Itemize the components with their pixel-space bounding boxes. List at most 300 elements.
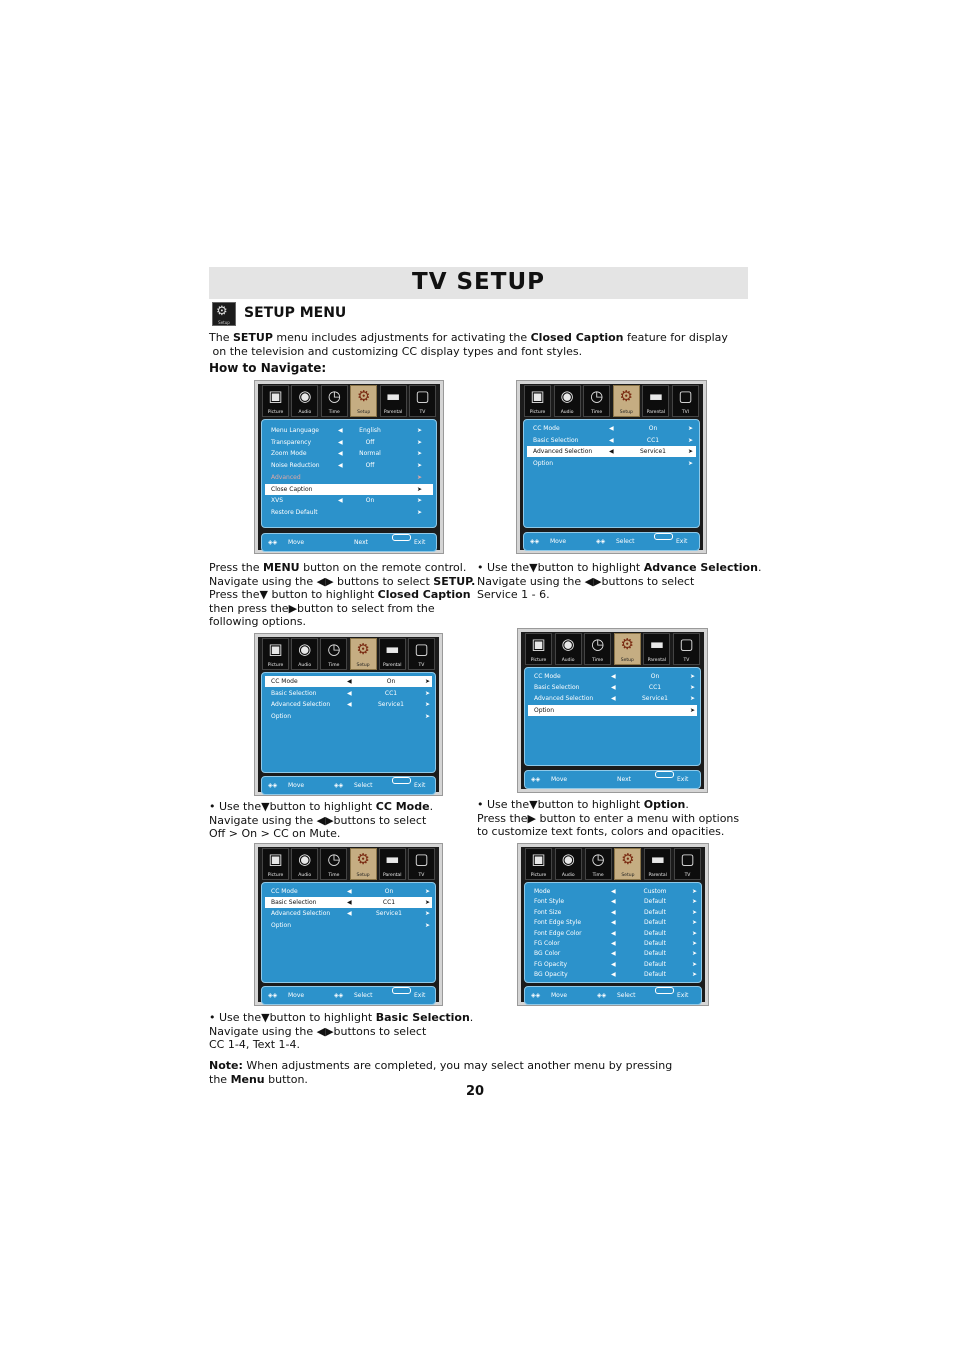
left-arrow-icon[interactable]: ◀ (611, 673, 616, 680)
footer-action-label: Select (617, 992, 636, 999)
menu-row[interactable] (528, 948, 698, 959)
move-keys-icon: ◈◈ (531, 992, 541, 999)
tab-label: Parental (647, 658, 667, 663)
tab-time[interactable] (583, 385, 610, 417)
menu-panel (261, 882, 436, 983)
tab-setup[interactable] (614, 848, 641, 880)
menu-row-value: Default (644, 971, 666, 979)
left-icon: ◀ (316, 574, 326, 588)
menu-row[interactable] (265, 711, 432, 722)
tab-time[interactable] (321, 385, 348, 417)
menu-row[interactable] (528, 682, 697, 693)
menu-row-label: Font Size (534, 908, 562, 916)
tab-label: Audio (298, 663, 312, 668)
note: Note: When adjustments are completed, you may select another menu by pressing the Menu button. (209, 1059, 673, 1086)
menu-row[interactable] (528, 671, 697, 682)
right-arrow-icon[interactable]: ➤ (417, 462, 423, 470)
tab-audio[interactable] (291, 638, 318, 670)
menu-row[interactable] (528, 896, 698, 907)
setup-tab-icon: ⚙ (620, 635, 634, 653)
section-heading: SETUP MENU (244, 305, 347, 321)
menu-row[interactable] (265, 472, 433, 483)
footer-move-label: Move (288, 992, 305, 999)
menu-row[interactable] (528, 705, 697, 716)
right-arrow-icon[interactable]: ➤ (692, 929, 698, 937)
left-arrow-icon[interactable]: ◀ (611, 898, 616, 906)
select-keys-icon: ◈◈ (597, 992, 607, 999)
menu-row-label: Advanced Selection (534, 695, 594, 703)
tab-audio[interactable] (555, 848, 582, 880)
left-arrow-icon[interactable]: ◀ (338, 462, 343, 470)
picture-tab-icon: ▣ (268, 640, 283, 658)
tv-tab-icon: ▢ (414, 640, 429, 658)
tv-tab-icon: ▢ (680, 850, 695, 868)
menu-row-value: On (648, 425, 658, 432)
menu-row-label: Option (534, 706, 555, 714)
right-arrow-icon[interactable]: ➤ (690, 684, 696, 692)
footer-action-label: Select (354, 992, 373, 999)
tab-label: Parental (648, 873, 667, 878)
menu-row[interactable] (265, 676, 432, 687)
right-icon: ▶ (593, 574, 602, 588)
tab-label: Time (592, 873, 604, 878)
right-arrow-icon[interactable]: ➤ (425, 888, 431, 895)
tab-label: Parental (383, 663, 402, 668)
menu-footer (261, 533, 437, 552)
tab-parental[interactable] (379, 638, 406, 670)
parental-tab-icon: ▬ (385, 640, 400, 658)
right-arrow-icon[interactable]: ➤ (417, 438, 423, 446)
left-arrow-icon[interactable]: ◀ (611, 929, 616, 937)
title-bar (209, 267, 748, 299)
picture-tab-icon: ▣ (531, 850, 546, 868)
menu-footer (261, 986, 436, 1005)
menu-row[interactable] (265, 484, 433, 495)
menu-row[interactable] (265, 507, 433, 518)
menu-row-label: Font Edge Color (534, 929, 582, 937)
menu-row[interactable] (528, 938, 698, 949)
menu-row[interactable] (528, 907, 698, 918)
move-keys-icon: ◈◈ (268, 992, 278, 999)
menu-row[interactable] (265, 460, 433, 471)
move-keys-icon: ◈◈ (531, 776, 541, 783)
left-arrow-icon[interactable]: ◀ (347, 899, 352, 907)
right-arrow-icon[interactable]: ➤ (417, 427, 423, 434)
right-arrow-icon[interactable]: ➤ (690, 695, 696, 703)
setup-tab-icon: ⚙ (356, 640, 370, 658)
tab-audio[interactable] (291, 848, 318, 880)
menu-row-label: Basic Selection (271, 689, 317, 697)
menu-row[interactable] (528, 917, 698, 928)
tab-setup[interactable] (613, 385, 640, 417)
picture-tab-icon: ▣ (268, 387, 283, 405)
right-arrow-icon[interactable]: ➤ (692, 898, 698, 906)
menu-row-value: On (384, 888, 394, 895)
tab-label: TV (683, 658, 690, 663)
tab-label: Time (591, 410, 603, 415)
tab-label: Picture (267, 873, 284, 878)
menu-row-value: Service1 (642, 695, 668, 703)
tab-parental[interactable] (642, 385, 669, 417)
menu-row-value: English (359, 427, 381, 434)
tab-label: Time (592, 658, 604, 663)
left-arrow-icon[interactable]: ◀ (609, 436, 614, 444)
tv-screen-option-submenu (517, 843, 709, 1006)
setup-icon-label: Setup (218, 320, 230, 325)
footer-move-label: Move (551, 776, 568, 783)
menu-row-value: CC1 (382, 899, 396, 907)
tab-parental[interactable] (379, 848, 406, 880)
setup-tab-icon: ⚙ (356, 387, 371, 405)
menu-row-label: Font Style (534, 898, 565, 906)
tab-parental[interactable] (644, 848, 671, 880)
tab-tv[interactable] (672, 385, 699, 417)
left-arrow-icon[interactable]: ◀ (609, 425, 614, 432)
menu-row-value: Off (365, 438, 375, 446)
right-arrow-icon[interactable]: ➤ (692, 888, 698, 895)
menu-row[interactable] (527, 446, 696, 457)
footer-exit-label: Exit (414, 782, 426, 789)
menu-row-label: FG Opacity (534, 960, 568, 968)
instructions-5: • Use the▼button to highlight Basic Selection. Navigate using the ◀▶buttons to select CC 1-4, Text 1-4. (209, 1011, 474, 1051)
menu-footer (523, 532, 700, 551)
right-arrow-icon[interactable]: ➤ (417, 508, 423, 516)
instructions-4: • Use the▼button to highlight Option. Press the▶ button to enter a menu with options to customize text fonts, colors and opacities. (477, 798, 740, 838)
tab-label: Picture (267, 663, 284, 668)
menu-row-label: XVS (271, 497, 284, 505)
menu-row-label: Restore Default (271, 508, 318, 516)
left-arrow-icon[interactable]: ◀ (611, 888, 616, 895)
left-arrow-icon[interactable]: ◀ (611, 971, 616, 979)
footer-action-label: Next (617, 776, 631, 783)
left-arrow-icon[interactable]: ◀ (611, 919, 616, 927)
setup-tab-icon: ⚙ (619, 387, 633, 405)
right-arrow-icon[interactable]: ➤ (425, 921, 431, 929)
menu-row-label: Transparency (271, 438, 312, 446)
left-arrow-icon[interactable]: ◀ (611, 940, 616, 947)
menu-row[interactable] (528, 959, 698, 970)
menu-row-value: Custom (643, 888, 667, 895)
audio-tab-icon: ◉ (560, 387, 574, 405)
right-arrow-icon[interactable]: ➤ (692, 971, 698, 979)
right-arrow-icon[interactable]: ➤ (425, 701, 431, 709)
picture-tab-icon: ▣ (268, 850, 283, 868)
left-icon: ◀ (316, 813, 326, 827)
instructions-3: • Use the▼button to highlight CC Mode. Navigate using the ◀▶buttons to select Off > On > CC on Mute. (209, 800, 434, 840)
footer-action-label: Select (616, 538, 635, 545)
menu-row-value: On (386, 678, 396, 685)
right-arrow-icon[interactable]: ➤ (692, 919, 698, 927)
tab-tv[interactable] (673, 633, 700, 665)
menu-row-label: Advanced Selection (271, 910, 331, 918)
right-arrow-icon[interactable]: ➤ (688, 425, 694, 432)
audio-tab-icon: ◉ (561, 635, 575, 653)
tab-label: Audio (298, 410, 312, 415)
menu-row-value: On (650, 673, 660, 680)
tab-setup[interactable] (350, 385, 377, 417)
left-arrow-icon[interactable]: ◀ (611, 960, 616, 968)
left-arrow-icon[interactable]: ◀ (338, 450, 343, 458)
tab-label: Time (328, 410, 340, 415)
menu-row[interactable] (265, 897, 432, 908)
tab-label: Time (328, 873, 340, 878)
menu-row-value: Default (644, 929, 666, 937)
audio-tab-icon: ◉ (298, 850, 312, 868)
tv-tab-icon: ▢ (678, 387, 693, 405)
menu-row-value: Service1 (376, 910, 402, 918)
tab-picture[interactable] (525, 633, 552, 665)
tab-label: TV (684, 873, 691, 878)
right-icon: ▶ (325, 813, 334, 827)
tab-label: Audio (561, 658, 575, 663)
right-icon: ▶ (288, 601, 298, 615)
menu-tab-bar (262, 638, 435, 671)
menu-row-label: Close Caption (271, 485, 313, 493)
tab-label: Setup (356, 663, 370, 668)
menu-tab-bar (262, 848, 435, 881)
page-number: 20 (466, 1084, 485, 1099)
menu-row-label: Basic Selection (533, 436, 579, 444)
tab-tv[interactable] (674, 848, 701, 880)
right-arrow-icon[interactable]: ➤ (692, 950, 698, 958)
tab-picture[interactable] (524, 385, 551, 417)
right-arrow-icon[interactable]: ➤ (425, 899, 431, 907)
tab-setup[interactable] (614, 633, 641, 665)
left-arrow-icon[interactable]: ◀ (611, 684, 616, 692)
menu-row[interactable] (265, 437, 433, 448)
picture-tab-icon: ▣ (530, 387, 545, 405)
right-icon: ▶ (325, 1024, 334, 1038)
menu-row[interactable] (265, 886, 432, 897)
time-tab-icon: ◷ (327, 387, 341, 405)
menu-row-value: CC1 (646, 436, 660, 444)
time-tab-icon: ◷ (327, 640, 341, 658)
tab-tv[interactable] (408, 848, 435, 880)
menu-row[interactable] (265, 920, 432, 931)
menu-row-label: Zoom Mode (271, 450, 307, 458)
menu-row-label: CC Mode (271, 678, 298, 685)
footer-move-label: Move (550, 538, 567, 545)
tv-tab-icon: ▢ (679, 635, 694, 653)
menu-panel (523, 419, 700, 528)
tab-parental[interactable] (643, 633, 670, 665)
left-arrow-icon[interactable]: ◀ (611, 695, 616, 703)
picture-tab-icon: ▣ (531, 635, 546, 653)
setup-tab-icon: ⚙ (621, 850, 635, 868)
audio-tab-icon: ◉ (298, 387, 312, 405)
menu-row-value: Normal (359, 450, 381, 458)
menu-row-value: Default (644, 950, 666, 958)
tab-label: Setup (356, 873, 370, 878)
instructions-2: • Use the▼button to highlight Advance Selection. Navigate using the ◀▶buttons to select Service 1 - 6. (477, 561, 762, 601)
menu-row-label: FG Color (534, 940, 560, 947)
tab-label: Picture (530, 658, 547, 663)
menu-row[interactable] (527, 435, 696, 446)
left-icon: ◀ (316, 1024, 326, 1038)
menu-row[interactable] (265, 688, 432, 699)
menu-row[interactable] (527, 423, 696, 434)
tab-label: Parental (383, 410, 403, 415)
menu-row[interactable] (528, 928, 698, 939)
right-arrow-icon[interactable]: ➤ (425, 678, 431, 685)
menu-row[interactable] (265, 425, 433, 436)
menu-row-label: Option (271, 713, 292, 721)
select-keys-icon: ◈◈ (596, 538, 606, 545)
parental-tab-icon: ▬ (649, 635, 664, 653)
footer-move-label: Move (551, 992, 568, 999)
tab-label: Setup (620, 658, 634, 663)
menu-row-label: CC Mode (534, 673, 561, 680)
tab-audio[interactable] (554, 385, 581, 417)
right-arrow-icon[interactable]: ➤ (417, 450, 423, 458)
menu-row-label: CC Mode (533, 425, 560, 432)
menu-row[interactable] (527, 458, 696, 469)
tv-screen-option (517, 628, 708, 793)
right-arrow-icon[interactable]: ➤ (688, 448, 694, 456)
tab-tv[interactable] (409, 385, 436, 417)
audio-tab-icon: ◉ (561, 850, 575, 868)
menu-row-value: Service1 (378, 701, 404, 709)
tab-picture[interactable] (262, 385, 289, 417)
menu-row-label: Basic Selection (534, 684, 580, 692)
menu-row-value: Default (644, 940, 666, 947)
right-arrow-icon[interactable]: ➤ (417, 473, 423, 481)
how-to-heading: How to Navigate: (209, 361, 327, 375)
right-arrow-icon[interactable]: ➤ (692, 908, 698, 916)
left-arrow-icon[interactable]: ◀ (338, 497, 343, 505)
tab-label: Audio (298, 873, 312, 878)
left-arrow-icon[interactable]: ◀ (347, 678, 352, 685)
right-arrow-icon[interactable]: ➤ (425, 689, 431, 697)
menu-row[interactable] (528, 969, 698, 980)
menu-row-label: Mode (534, 888, 551, 895)
tab-label: TV (419, 410, 426, 415)
left-arrow-icon[interactable]: ◀ (347, 701, 352, 709)
tv-tab-icon: ▢ (414, 850, 429, 868)
right-arrow-icon[interactable]: ➤ (417, 497, 423, 505)
right-arrow-icon[interactable]: ➤ (688, 460, 694, 468)
tab-label: TV (418, 873, 425, 878)
tab-picture[interactable] (262, 848, 289, 880)
tab-label: TV (418, 663, 425, 668)
menu-row-label: Basic Selection (271, 899, 317, 907)
menu-row-label: Menu Language (271, 427, 319, 434)
footer-action-label: Next (354, 539, 368, 546)
right-arrow-icon[interactable]: ➤ (690, 706, 696, 714)
right-icon: ▶ (527, 811, 536, 825)
left-arrow-icon[interactable]: ◀ (611, 908, 616, 916)
tab-label: Audio (561, 873, 575, 878)
menu-panel (261, 419, 437, 528)
tab-setup[interactable] (350, 848, 377, 880)
tab-label: Setup (619, 410, 633, 415)
left-arrow-icon[interactable]: ◀ (338, 427, 343, 434)
menu-row-value: Off (365, 462, 375, 470)
left-arrow-icon[interactable]: ◀ (347, 910, 352, 918)
menu-row[interactable] (265, 908, 432, 919)
tab-audio[interactable] (555, 633, 582, 665)
tab-time[interactable] (320, 638, 347, 670)
tab-label: Picture (530, 873, 547, 878)
menu-row-value: CC1 (384, 689, 398, 697)
menu-row-value: Default (644, 960, 666, 968)
menu-row-label: BG Opacity (534, 971, 568, 979)
menu-row-label: Advanced Selection (271, 701, 331, 709)
right-arrow-icon[interactable]: ➤ (690, 673, 696, 680)
tab-label: Time (328, 663, 340, 668)
tv-tab-icon: ▢ (415, 387, 430, 405)
intro-paragraph: The SETUP menu includes adjustments for activating the Closed Caption feature for display on the television and customizing CC display types and font styles. (209, 331, 728, 358)
left-arrow-icon[interactable]: ◀ (611, 950, 616, 958)
tab-audio[interactable] (291, 385, 318, 417)
setup-tab-icon: ⚙ (356, 850, 370, 868)
select-keys-icon: ◈◈ (334, 782, 344, 789)
tab-tv[interactable] (408, 638, 435, 670)
menu-panel (524, 667, 701, 766)
footer-move-label: Move (288, 782, 305, 789)
tab-picture[interactable] (525, 848, 552, 880)
move-keys-icon: ◈◈ (268, 782, 278, 789)
tab-time[interactable] (584, 633, 611, 665)
menu-footer (524, 986, 702, 1005)
down-icon: ▼ (529, 798, 538, 811)
menu-row-value: Service1 (640, 448, 666, 456)
menu-tab-bar (524, 385, 699, 418)
menu-row[interactable] (265, 495, 433, 506)
right-arrow-icon[interactable]: ➤ (692, 940, 698, 947)
left-arrow-icon[interactable]: ◀ (347, 689, 352, 697)
time-tab-icon: ◷ (591, 850, 605, 868)
menu-row[interactable] (528, 693, 697, 704)
menu-row-label: Option (271, 921, 292, 929)
right-arrow-icon[interactable]: ➤ (417, 485, 423, 493)
menu-row-label: Option (533, 460, 554, 468)
down-icon: ▼ (529, 561, 538, 574)
footer-exit-label: Exit (676, 538, 688, 545)
tab-time[interactable] (320, 848, 347, 880)
right-arrow-icon[interactable]: ➤ (688, 436, 694, 444)
tab-parental[interactable] (380, 385, 407, 417)
menu-row-value: Default (644, 919, 666, 927)
tab-time[interactable] (585, 848, 612, 880)
tab-label: TVl (681, 410, 689, 415)
left-arrow-icon[interactable]: ◀ (347, 888, 352, 895)
parental-tab-icon: ▬ (385, 387, 401, 405)
right-arrow-icon[interactable]: ➤ (425, 910, 431, 918)
parental-tab-icon: ▬ (385, 850, 400, 868)
left-arrow-icon[interactable]: ◀ (609, 448, 614, 456)
tab-label: Audio (560, 410, 574, 415)
menu-row[interactable] (265, 448, 433, 459)
tab-setup[interactable] (350, 638, 377, 670)
right-arrow-icon[interactable]: ➤ (425, 713, 431, 721)
menu-row[interactable] (528, 886, 698, 897)
menu-row-value: On (365, 497, 375, 505)
menu-tab-bar (525, 848, 701, 881)
menu-row-label: BG Color (534, 950, 561, 958)
instructions-1: Press the MENU button on the remote control. Navigate using the ◀▶ buttons to select SETUP. Press the▼ button to highlight Closed Caption then press the▶button to select from the following options. (209, 561, 476, 628)
tab-picture[interactable] (262, 638, 289, 670)
tab-label: Setup (357, 410, 371, 415)
select-keys-icon: ◈◈ (334, 992, 344, 999)
right-arrow-icon[interactable]: ➤ (692, 960, 698, 968)
time-tab-icon: ◷ (327, 850, 341, 868)
menu-row-label: Advanced Selection (533, 448, 593, 456)
footer-exit-label: Exit (677, 992, 689, 999)
menu-row[interactable] (265, 699, 432, 710)
left-arrow-icon[interactable]: ◀ (338, 438, 343, 446)
menu-row-value: Default (644, 898, 666, 906)
